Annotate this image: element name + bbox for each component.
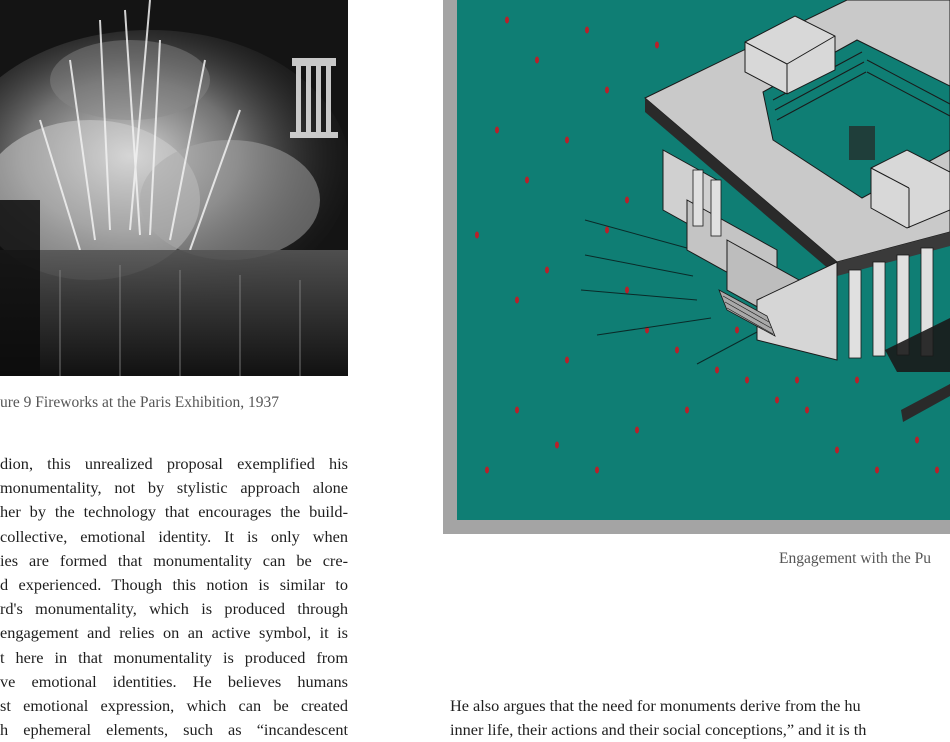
person-figure bbox=[515, 407, 519, 414]
text-line: ve emotional identities. He believes humans bbox=[0, 671, 348, 691]
text-line: inner life, their actions and their social conceptions,” and it is th bbox=[450, 720, 867, 740]
building-drawing bbox=[457, 0, 950, 520]
person-figure bbox=[685, 407, 689, 414]
text-line: t here in that monumentality is produced from bbox=[0, 647, 348, 667]
person-figure bbox=[855, 377, 859, 384]
person-figure bbox=[535, 57, 539, 64]
text-line: st emotional expression, which can be created bbox=[0, 695, 348, 715]
text-line: her by the technology that encourages the build- bbox=[0, 502, 348, 522]
person-figure bbox=[655, 42, 659, 49]
person-figure bbox=[555, 442, 559, 449]
person-figure bbox=[835, 447, 839, 454]
text-line: rd's monumentality, which is produced through bbox=[0, 599, 348, 619]
text-line: h ephemeral elements, such as “incandescent bbox=[0, 720, 348, 740]
text-line: He also argues that the need for monuments derive from the hu bbox=[450, 696, 861, 715]
person-figure bbox=[625, 197, 629, 204]
person-figure bbox=[605, 87, 609, 94]
body-text-right bbox=[450, 694, 950, 742]
person-figure bbox=[795, 377, 799, 384]
person-figure bbox=[545, 267, 549, 274]
person-figure bbox=[595, 467, 599, 474]
text-line: engagement and relies on an active symbol, it is bbox=[0, 623, 348, 643]
figure-caption: ure 9 Fireworks at the Paris Exhibition, 1937 bbox=[0, 394, 279, 411]
text-line: monumentality, not by stylistic approach alone bbox=[0, 478, 348, 498]
person-figure bbox=[635, 427, 639, 434]
person-figure bbox=[625, 287, 629, 294]
person-figure bbox=[585, 27, 589, 34]
text-line: d experienced. Though this notion is similar to bbox=[0, 574, 348, 594]
person-figure bbox=[565, 137, 569, 144]
person-figure bbox=[485, 467, 489, 474]
fireworks-photo-art bbox=[0, 0, 348, 376]
figure-caption-right: Engagement with the Pu bbox=[779, 550, 931, 567]
person-figure bbox=[935, 467, 939, 474]
body-text-left bbox=[0, 452, 348, 742]
text-line: ies are formed that monumentality can be cre- bbox=[0, 550, 348, 570]
person-figure bbox=[675, 347, 679, 354]
person-figure bbox=[915, 437, 919, 444]
person-figure bbox=[605, 227, 609, 234]
person-figure bbox=[525, 177, 529, 184]
text-line: dion, this unrealized proposal exemplified his bbox=[0, 454, 348, 473]
person-figure bbox=[505, 17, 509, 24]
person-figure bbox=[745, 377, 749, 384]
person-figure bbox=[875, 467, 879, 474]
fireworks-photo bbox=[0, 0, 348, 376]
person-figure bbox=[495, 127, 499, 134]
person-figure bbox=[565, 357, 569, 364]
person-figure bbox=[805, 407, 809, 414]
text-line: collective, emotional identity. It is only when bbox=[0, 526, 348, 546]
person-figure bbox=[715, 367, 719, 374]
person-figure bbox=[475, 232, 479, 239]
person-figure bbox=[515, 297, 519, 304]
person-figure bbox=[775, 397, 779, 404]
person-figure bbox=[735, 327, 739, 334]
axonometric-illustration bbox=[457, 0, 950, 520]
